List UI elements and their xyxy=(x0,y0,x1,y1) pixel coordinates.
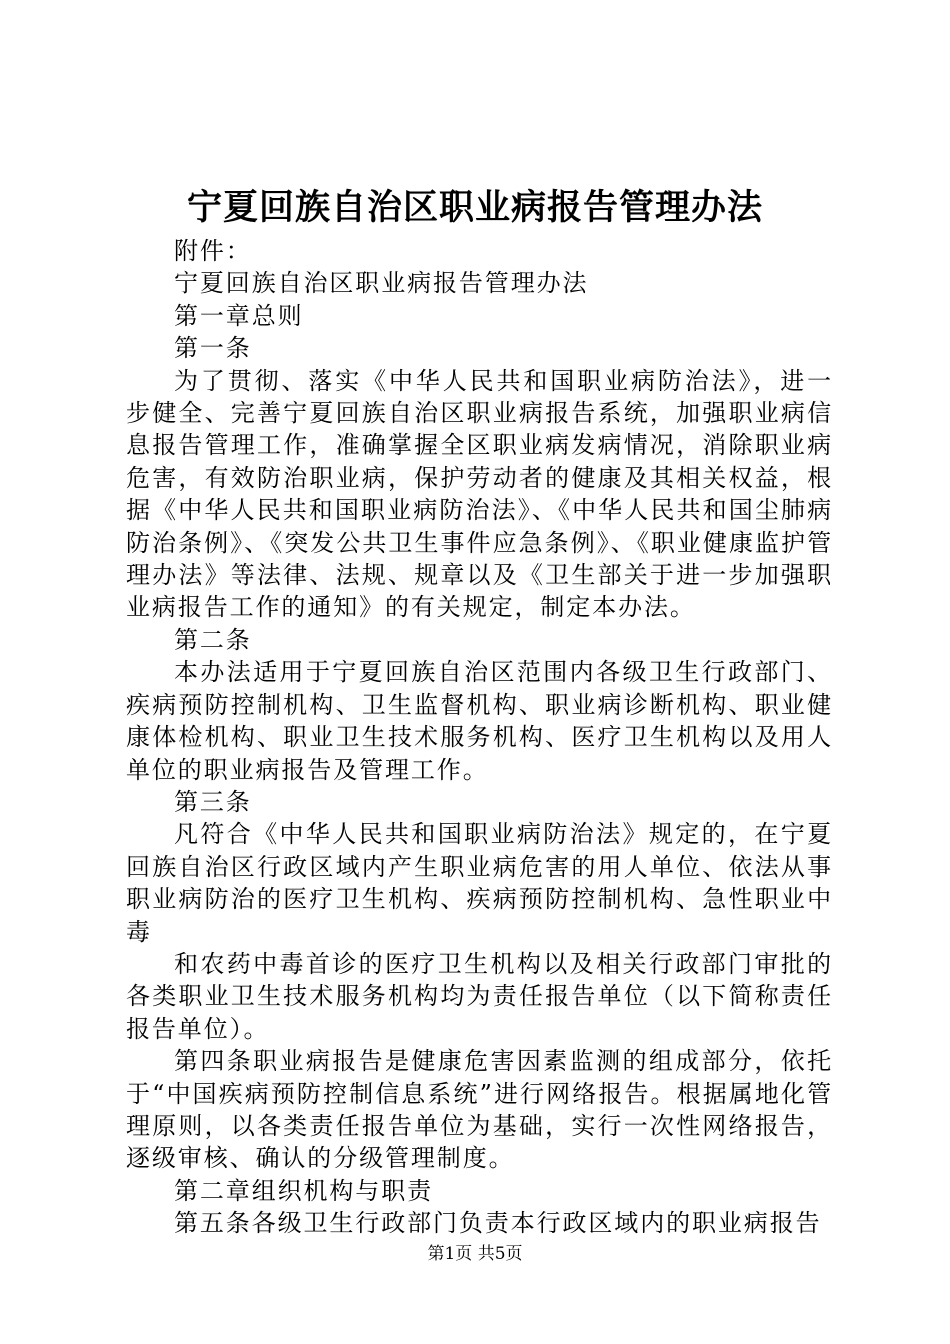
article-heading-1: 第一条 xyxy=(174,334,252,363)
page-number-footer: 第1页 共5页 xyxy=(427,1244,523,1264)
chapter-heading-2: 第二章组织机构与职责 xyxy=(174,1176,433,1205)
article-5: 第五条各级卫生行政部门负责本行政区域内的职业病报告 xyxy=(174,1209,822,1238)
article-body-1: 为了贯彻、落实《中华人民共和国职业病防治法》，进一步健全、完善宁夏回族自治区职业病报告系统，加强职业病信息报告管理工作，准确掌握全区职业病发病情况，消除职业病危害，有效防治职业病，保护劳动者的健康及其相关权益，根据《中华人民共和国职业病防治法》、《中华人民共和国尘肺病防治条例》、《突发公共卫生事件应急条例》、《职业健康监护管理办法》等法律、法规、规章以及《卫生部关于进一步加强职业病报告工作的通知》的有关规定，制定本办法。 xyxy=(126,366,833,622)
article-body-3-continued: 和农药中毒首诊的医疗卫生机构以及相关行政部门审批的各类职业卫生技术服务机构均为责任报告单位（以下简称责任报告单位）。 xyxy=(126,949,833,1043)
paragraph-attachment-label: 附件： xyxy=(174,237,252,265)
chapter-heading-1: 第一章总则 xyxy=(174,301,304,330)
document-body xyxy=(126,235,833,1240)
paragraph-subtitle: 宁夏回族自治区职业病报告管理办法 xyxy=(174,269,589,298)
document-title: 宁夏回族自治区职业病报告管理办法 xyxy=(186,187,763,228)
article-4: 第四条职业病报告是健康危害因素监测的组成部分，依托于“中国疾病预防控制信息系统”进行网络报告。根据属地化管理原则，以各类责任报告单位为基础，实行一次性网络报告，逐级审核、确认的分级管理制度。 xyxy=(126,1047,833,1173)
article-body-2: 本办法适用于宁夏回族自治区范围内各级卫生行政部门、疾病预防控制机构、卫生监督机构、职业病诊断机构、职业健康体检机构、职业卫生技术服务机构、医疗卫生机构以及用人单位的职业病报告及管理工作。 xyxy=(126,658,833,784)
article-heading-3: 第三条 xyxy=(174,787,252,816)
article-heading-2: 第二条 xyxy=(174,625,252,654)
article-body-3: 凡符合《中华人民共和国职业病防治法》规定的，在宁夏回族自治区行政区域内产生职业病危害的用人单位、依法从事职业病防治的医疗卫生机构、疾病预防控制机构、急性职业中毒 xyxy=(126,820,833,946)
